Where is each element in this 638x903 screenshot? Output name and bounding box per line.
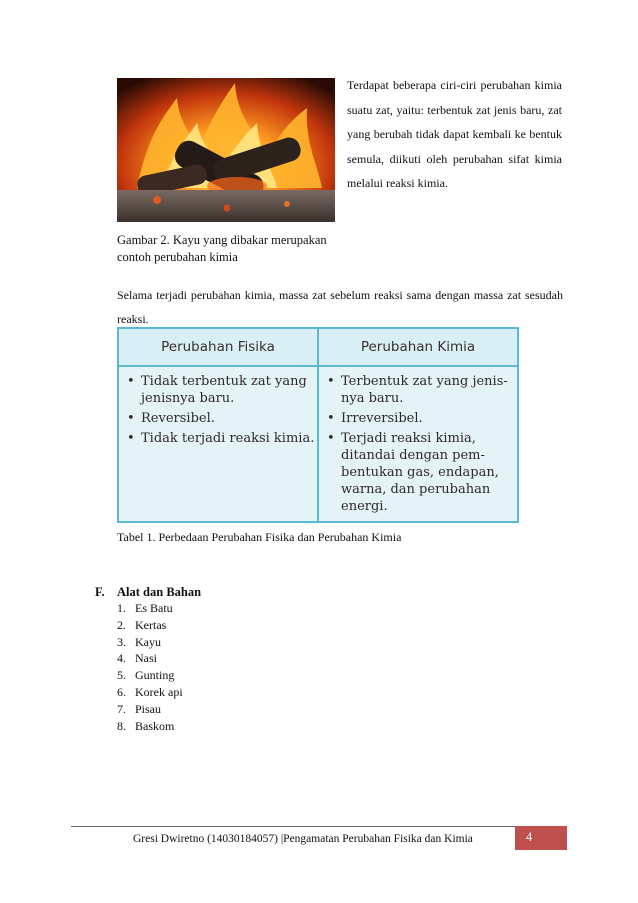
- item-number: 4.: [117, 651, 126, 666]
- item-number: 7.: [117, 701, 126, 716]
- item-text: Nasi: [135, 651, 157, 666]
- list-item: • Reversibel.: [125, 410, 315, 427]
- list-item: • Terbentuk zat yang jenis-nya baru.: [325, 373, 511, 407]
- burning-wood-photo: [117, 78, 335, 222]
- list-item: [117, 667, 183, 684]
- item-text: Korek api: [135, 684, 183, 699]
- list-item: • Tidak terjadi reaksi kimia.: [125, 430, 315, 447]
- list-item: [117, 600, 183, 617]
- chemical-change-characteristics-paragraph: Terdapat beberapa ciri-ciri perubahan kimia suatu zat, yaitu: terbentuk zat jenis baru, zat yang berubah tidak dapat kembali ke bentuk semula, diikuti oleh perubahan sifat kimia melalui reaksi kimia.: [347, 78, 562, 190]
- item-text: Pisau: [135, 701, 162, 716]
- section-heading: [95, 584, 201, 600]
- item-number: 1.: [117, 601, 126, 615]
- header-chemical-change: Perubahan Kimia: [360, 339, 476, 355]
- figure-caption: Gambar 2. Kayu yang dibakar merupakan contoh perubahan kimia: [117, 233, 327, 264]
- item-number: 6.: [117, 684, 126, 699]
- item-text: Es Batu: [135, 601, 173, 615]
- comparison-table: [117, 327, 519, 523]
- list-item: [117, 718, 183, 735]
- section-title: Alat dan Bahan: [117, 585, 202, 599]
- table-caption: Tabel 1. Perbedaan Perubahan Fisika dan Perubahan Kimia: [117, 530, 402, 544]
- item-number: 2.: [117, 617, 126, 632]
- list-item: • Tidak terbentuk zat yang jenisnya baru.: [125, 373, 315, 407]
- physical-change-list: [125, 373, 315, 450]
- item-number: 3.: [117, 634, 126, 649]
- list-item: [117, 617, 183, 634]
- page-number: 4: [526, 830, 533, 844]
- list-item: • Irreversibel.: [325, 410, 511, 427]
- chemical-change-list: [325, 373, 511, 518]
- item-number: 8.: [117, 718, 126, 733]
- materials-list: [117, 600, 183, 734]
- header-physical-change: Perubahan Fisika: [161, 339, 275, 355]
- footer-rule: [71, 826, 523, 827]
- mass-conservation-paragraph: Selama terjadi perubahan kimia, massa zat sebelum reaksi sama dengan massa zat sesudah reaksi.: [117, 288, 563, 326]
- list-item: • Terjadi reaksi kimia, ditandai dengan pem-bentukan gas, endapan, warna, dan perubahan energi.: [325, 430, 511, 515]
- list-item: [117, 634, 183, 651]
- item-number: 5.: [117, 668, 126, 683]
- item-text: Gunting: [135, 668, 175, 683]
- fire-illustration: [117, 78, 335, 222]
- item-text: Baskom: [135, 718, 175, 733]
- item-text: Kayu: [135, 634, 161, 649]
- item-text: Kertas: [135, 617, 167, 632]
- list-item: [117, 650, 183, 667]
- list-item: [117, 684, 183, 701]
- column-divider: [317, 329, 319, 521]
- page-number-box: [515, 826, 567, 850]
- list-item: [117, 701, 183, 718]
- footer-text: Gresi Dwiretno (14030184057) |Pengamatan Perubahan Fisika dan Kimia: [133, 833, 473, 845]
- section-letter: F.: [95, 585, 105, 599]
